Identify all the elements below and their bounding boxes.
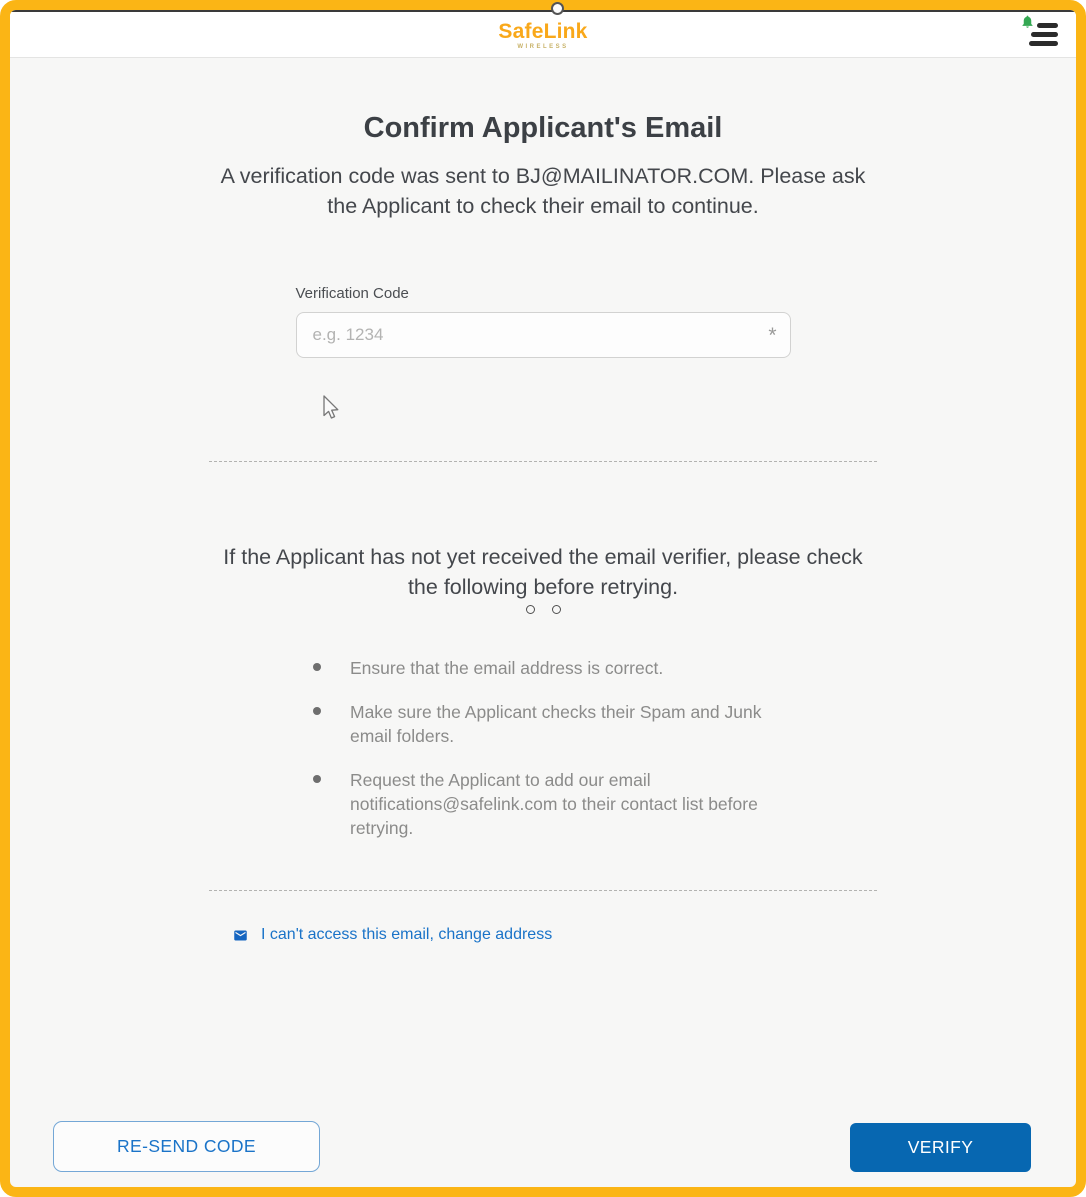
header-top-divider: [10, 10, 1076, 12]
verification-form: [296, 285, 791, 358]
list-item: [313, 656, 773, 680]
list-item-text: Ensure that the email address is correct.: [350, 658, 664, 678]
verification-code-input[interactable]: [296, 312, 791, 358]
header: [10, 10, 1076, 58]
change-email-row: [209, 926, 877, 944]
logo-text: SafeLink: [498, 20, 588, 43]
bullet-icon: [313, 775, 321, 783]
bell-icon: [1020, 14, 1035, 29]
carousel-dot: [526, 605, 535, 614]
bullet-icon: [313, 663, 321, 671]
main-content: [10, 112, 1076, 944]
change-email-link[interactable]: I can't access this email, change address: [261, 926, 553, 943]
list-item: [313, 700, 773, 748]
list-item-text: Request the Applicant to add our email notifications@safelink.com to their contact list before retrying.: [350, 770, 758, 838]
bullet-icon: [313, 707, 321, 715]
verify-button[interactable]: VERIFY: [850, 1123, 1031, 1172]
hamburger-menu-button[interactable]: [1024, 22, 1058, 48]
logo-subtext: WIRELESS: [517, 44, 569, 50]
retry-info-heading: If the Applicant has not yet received the email verifier, please check the following before retrying.: [223, 545, 863, 599]
resend-code-button[interactable]: RE-SEND CODE: [53, 1121, 320, 1172]
page-title: Confirm Applicant's Email: [363, 112, 723, 144]
verification-code-label: Verification Code: [295, 285, 409, 302]
safelink-logo[interactable]: [498, 21, 587, 50]
carousel-dots: [10, 605, 1076, 614]
verification-code-input-wrap: [296, 312, 791, 358]
list-item-text: Make sure the Applicant checks their Spam and Junk email folders.: [350, 702, 762, 746]
mouse-cursor-icon: [318, 394, 342, 422]
dashed-divider-top: [209, 461, 877, 462]
retry-checklist: [313, 656, 773, 840]
dashed-divider-bottom: [209, 890, 877, 891]
page-subtitle: A verification code was sent to BJ@MAILINATOR.COM. Please ask the Applicant to check their email to continue.: [220, 164, 866, 218]
hamburger-menu-icon: [1037, 23, 1058, 28]
hang-hole: [551, 2, 564, 15]
list-item: [313, 768, 773, 840]
footer: [10, 1121, 1076, 1187]
carousel-dot: [552, 605, 561, 614]
envelope-icon: [231, 928, 250, 943]
required-asterisk: *: [768, 324, 777, 347]
